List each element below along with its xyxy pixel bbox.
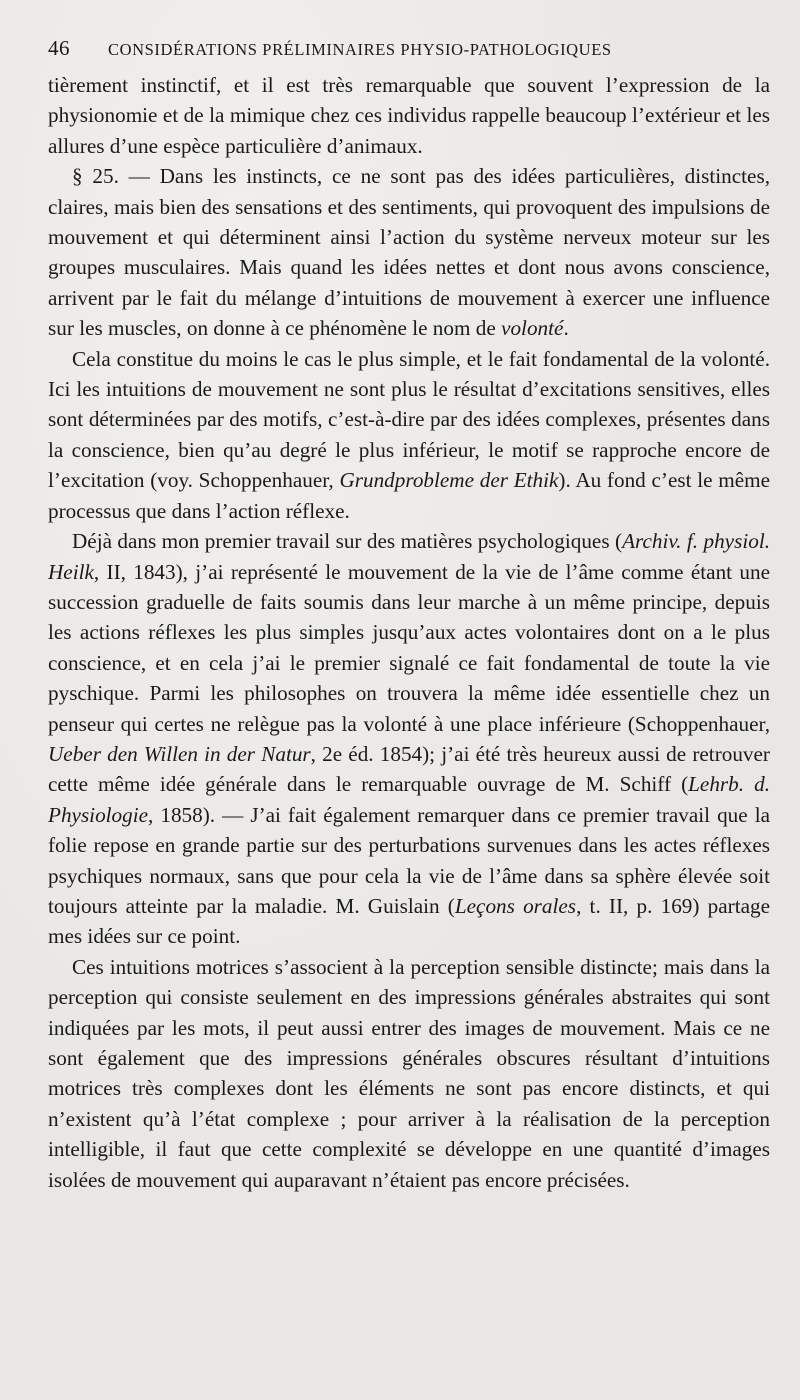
paragraph-p3	[48, 344, 770, 526]
paragraph-p5	[48, 952, 770, 1195]
text-run: Déjà dans mon premier travail sur des matières psychologiques (	[72, 529, 623, 554]
italic-title: Lehrb. d. Physiologie	[48, 772, 770, 827]
text-run: , 1858). — J’ai fait également remarquer dans ce premier travail que la folie repose en grande partie sur des perturbations survenues dans les actes réflexes psychiques normaux, sans que pour cela la vie de l’âme dans sa sphère élevée soit toujours atteinte par la maladie. M. Guislain (	[48, 802, 770, 918]
text-run: Cela constitue du moins le cas le plus simple, et le fait fondamental de la volonté. Ici les intuitions de mouvement ne sont plus le résultat d’excitations sensitives, elles sont déterminées par des motifs, c’est-à-dire par des idées complexes, présentes dans la conscience, bien qu’au degré le plus inférieur, le motif se rapproche encore de l’excitation (voy. Schoppenhauer,	[48, 346, 770, 493]
body-text	[48, 70, 770, 1195]
paragraph-p2	[48, 161, 770, 343]
text-run: , II, 1843), j’ai représenté le mouvement de la vie de l’âme comme étant une succession graduelle de faits soumis dans leur marche à un même principe, depuis les actions réflexes les plus simples jusqu’aux actes volontaires dont on a le plus conscience, et en cela j’ai le premier signalé ce fait fondamental de toute la vie pyschique. Parmi les philosophes on trouvera la même idée essentielle chez un penseur qui certes ne relègue pas la volonté à une place inférieure (Schoppenhauer,	[48, 559, 770, 736]
italic-title: volonté	[501, 316, 564, 341]
text-run: , t. II, p. 169) partage mes idées sur ce point.	[48, 893, 770, 949]
text-run: tièrement instinctif, et il est très remarquable que souvent l’expression de la physionomie et de la mimique chez ces individus rappelle beaucoup l’extérieur et les allures d’une espèce particulière d’animaux.	[48, 73, 770, 158]
text-run: Ces intuitions motrices s’associent à la perception sensible distincte; mais dans la perception qui consiste seulement en des impressions générales abstraites qui sont indiquées par les mots, il peut aussi entrer des images de mouvement. Mais ce ne sont également que des impressions générales obscures résultant d’intuitions motrices très complexes dont les éléments ne sont pas encore distincts, et qui n’existent qu’à l’état complexe ; pour arriver à la réalisation de la perception intelligible, il faut que cette complexité se développe en une quantité d’images isolées de mouvement qui auparavant n’étaient pas encore précisées.	[48, 954, 770, 1192]
italic-title: Leçons orales	[454, 893, 577, 918]
text-run: ). Au fond c’est le même processus que dans l’action réflexe.	[48, 468, 770, 523]
text-run: , 2e éd. 1854); j’ai été très heureux aussi de retrouver cette même idée générale dans le remarquable ouvrage de M. Schiff (	[48, 741, 770, 797]
page-header	[48, 36, 770, 66]
text-run: § 25. — Dans les instincts, ce ne sont pas des idées particulières, distinctes, claires, mais bien des sensations et des sentiments, qui provoquent des impulsions de mouvement et qui déterminent ainsi l’action du système nerveux moteur sur les groupes musculaires. Mais quand les idées nettes et dont nous avons conscience, arrivent par le fait du mélange d’intuitions de mouvement à exercer une influence sur les muscles, on donne à ce phénomène le nom de	[48, 164, 770, 341]
text-run: .	[563, 316, 569, 341]
italic-title: Archiv. f. physiol. Heilk	[48, 529, 770, 584]
running-head: CONSIDÉRATIONS PRÉLIMINAIRES PHYSIO-PATHOLOGIQUES	[108, 40, 612, 59]
paragraph-p4	[48, 526, 770, 952]
page-number: 46	[48, 36, 70, 60]
paragraph-p1	[48, 70, 770, 161]
italic-title: Grundprobleme der Ethik	[339, 468, 559, 493]
italic-title: Ueber den Willen in der Natur	[48, 741, 311, 766]
